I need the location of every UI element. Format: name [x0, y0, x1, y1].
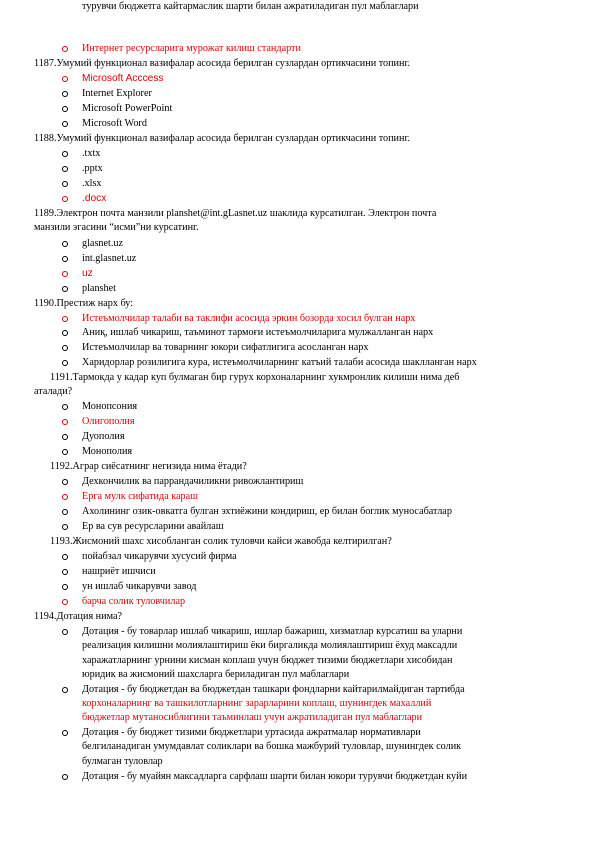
answer-option-text: Дехкончилик ва паррандачиликни ривожлантириш — [82, 476, 304, 487]
answer-option-continuation: харажатларнинг урнини кисман коплаш учун бюджет тизими бюджетлари хисобидан — [82, 655, 453, 666]
bullet-circle-icon — [62, 345, 68, 351]
question-text: манзили эгасини “исми”ни курсатинг. — [34, 222, 199, 233]
answer-option-text: planshet — [82, 283, 116, 294]
answer-option-text: барча солик туловчилар — [82, 596, 186, 607]
answer-option-text: Аниқ, ишлаб чикариш, таъминот тармоғи истеъмолчиларига мулжалланган нарх — [82, 327, 434, 338]
question-text: 1190.Престиж нарх бу: — [34, 298, 134, 309]
question-text: 1194.Дотация нима? — [34, 611, 123, 622]
answer-option-text: Монопсония — [82, 401, 138, 412]
answer-option-continuation: белгиланадиган умумдавлат соликлари ва бошка мажбурий туловлар, шунингдек солик — [82, 741, 462, 752]
answer-option-text: int.glasnet.uz — [82, 253, 137, 264]
answer-option-text: Дотация - бу муайян максадларга сарфлаш шарти билан юкори турувчи бюджетдан куйи — [82, 771, 468, 782]
bullet-circle-icon — [62, 569, 68, 575]
answer-option-continuation: юридик ва жисмоний шахсларга бериладиган пул маблаглари — [82, 669, 350, 680]
question-text: аталади? — [34, 386, 73, 397]
bullet-circle-icon — [62, 271, 68, 277]
answer-option-text: .xlsx — [82, 178, 102, 189]
answer-option-text: Microsoft Word — [82, 118, 147, 129]
question-text: 1189.Электрон почта манзили planshet@int.gLasnet.uz шаклида курсатилган. Электрон почта — [34, 208, 437, 219]
answer-option-text: Ахолининг озик-овкатга булган эхтиёжини кондириш, ер билан боглик муносабатлар — [82, 506, 452, 517]
answer-option-text: Харидорлар розилигига кура, истеъмолчиларнинг катъий талаби асосида шаклланган нарх — [82, 357, 477, 368]
answer-option-text: Дотация - бу товарлар ишлаб чикариш, ишлар бажариш, хизматлар курсатиш ва уларни — [82, 626, 463, 637]
question-text: 1187.Умумий функционал вазифалар асосида берилган сузлардан ортикчасини топинг. — [34, 58, 411, 69]
bullet-circle-icon — [62, 241, 68, 247]
bullet-circle-icon — [62, 121, 68, 127]
bullet-circle-icon — [62, 330, 68, 336]
bullet-circle-icon — [62, 181, 68, 187]
answer-option-text: .docx — [82, 193, 107, 204]
bullet-circle-icon — [62, 46, 68, 52]
bullet-circle-icon — [62, 106, 68, 112]
bullet-circle-icon — [62, 479, 68, 485]
answer-option-continuation: турувчи бюджетга кайтармаслик шарти билан ажратиладиган пул маблаглари — [82, 1, 419, 12]
answer-option-text: Истеъмолчилар ва товарнинг юкори сифатлигига асосланган нарх — [82, 342, 369, 353]
bullet-circle-icon — [62, 434, 68, 440]
question-text: 1188.Умумий функционал вазифалар асосида берилган сузлардан ортикчасини топинг. — [34, 133, 411, 144]
bullet-circle-icon — [62, 151, 68, 157]
bullet-circle-icon — [62, 774, 68, 780]
answer-option-text: Internet Explorer — [82, 88, 152, 99]
answer-option-text: ун ишлаб чикарувчи завод — [82, 581, 197, 592]
answer-option-continuation: бюджетлар мутаносиблигини таъминлаш учун ажратиладиган пул маблаглари — [82, 712, 423, 723]
bullet-circle-icon — [62, 554, 68, 560]
bullet-circle-icon — [62, 599, 68, 605]
bullet-circle-icon — [62, 509, 68, 515]
bullet-circle-icon — [62, 91, 68, 97]
answer-option-text: Истеъмолчилар талаби ва таклифи асосида эркин бозорда хосил булган нарх — [82, 313, 416, 324]
answer-option-text: Ерга мулк сифатида караш — [82, 491, 199, 502]
bullet-circle-icon — [62, 524, 68, 530]
question-text: 1193.Жисмоний шахс хисобланган солик туловчи кайси жавобда келтирилган? — [50, 536, 392, 547]
answer-option-text: нашриёт ишчиси — [82, 566, 156, 577]
bullet-circle-icon — [62, 196, 68, 202]
answer-option-text: Монополия — [82, 446, 133, 457]
bullet-circle-icon — [62, 404, 68, 410]
answer-option-text: Ер ва сув ресурсларини авайлаш — [82, 521, 224, 532]
answer-option-text: Олигополия — [82, 416, 135, 427]
bullet-circle-icon — [62, 76, 68, 82]
answer-option-text: glasnet.uz — [82, 238, 124, 249]
bullet-circle-icon — [62, 419, 68, 425]
bullet-circle-icon — [62, 360, 68, 366]
bullet-circle-icon — [62, 256, 68, 262]
bullet-circle-icon — [62, 629, 68, 635]
answer-option-text: Дотация - бу бюджетдан ва бюджетдан ташкари фондларни кайтарилмайдиган тартибда — [82, 684, 465, 695]
bullet-circle-icon — [62, 316, 68, 322]
bullet-circle-icon — [62, 166, 68, 172]
bullet-circle-icon — [62, 286, 68, 292]
answer-option-text: .pptx — [82, 163, 103, 174]
answer-option-text: Дуополия — [82, 431, 125, 442]
bullet-circle-icon — [62, 494, 68, 500]
answer-option-text: Microsoft Acccess — [82, 73, 164, 84]
bullet-circle-icon — [62, 687, 68, 693]
answer-option-text: Интернет ресурсларига мурожат килиш стандарти — [82, 43, 301, 54]
answer-option-continuation: реализация килишни молиялаштириш ёки биргаликда молиялаштириш ёхуд максадли — [82, 640, 458, 651]
answer-option-continuation: корхоналарнинг ва ташкилотларнинг зарарларини коплаш, шунингдек махаллий — [82, 698, 432, 709]
answer-option-text: .txtx — [82, 148, 101, 159]
answer-option-text: uz — [82, 268, 93, 279]
bullet-circle-icon — [62, 584, 68, 590]
bullet-circle-icon — [62, 730, 68, 736]
question-text: 1192.Аграр сиёсатнинг негизида нима ётади? — [50, 461, 247, 472]
answer-option-text: Дотация - бу бюджет тизими бюджетлари уртасида ажратмалар нормативлари — [82, 727, 421, 738]
bullet-circle-icon — [62, 449, 68, 455]
question-text: 1191.Тармокда у кадар куп булмаган бир гурух корхоналарнинг хукмронлик килиши нима деб — [50, 372, 460, 383]
answer-option-continuation: булмаган туловлар — [82, 756, 163, 767]
answer-option-text: Microsoft PowerPoint — [82, 103, 173, 114]
answer-option-text: пойабзал чикарувчи хусусий фирма — [82, 551, 237, 562]
